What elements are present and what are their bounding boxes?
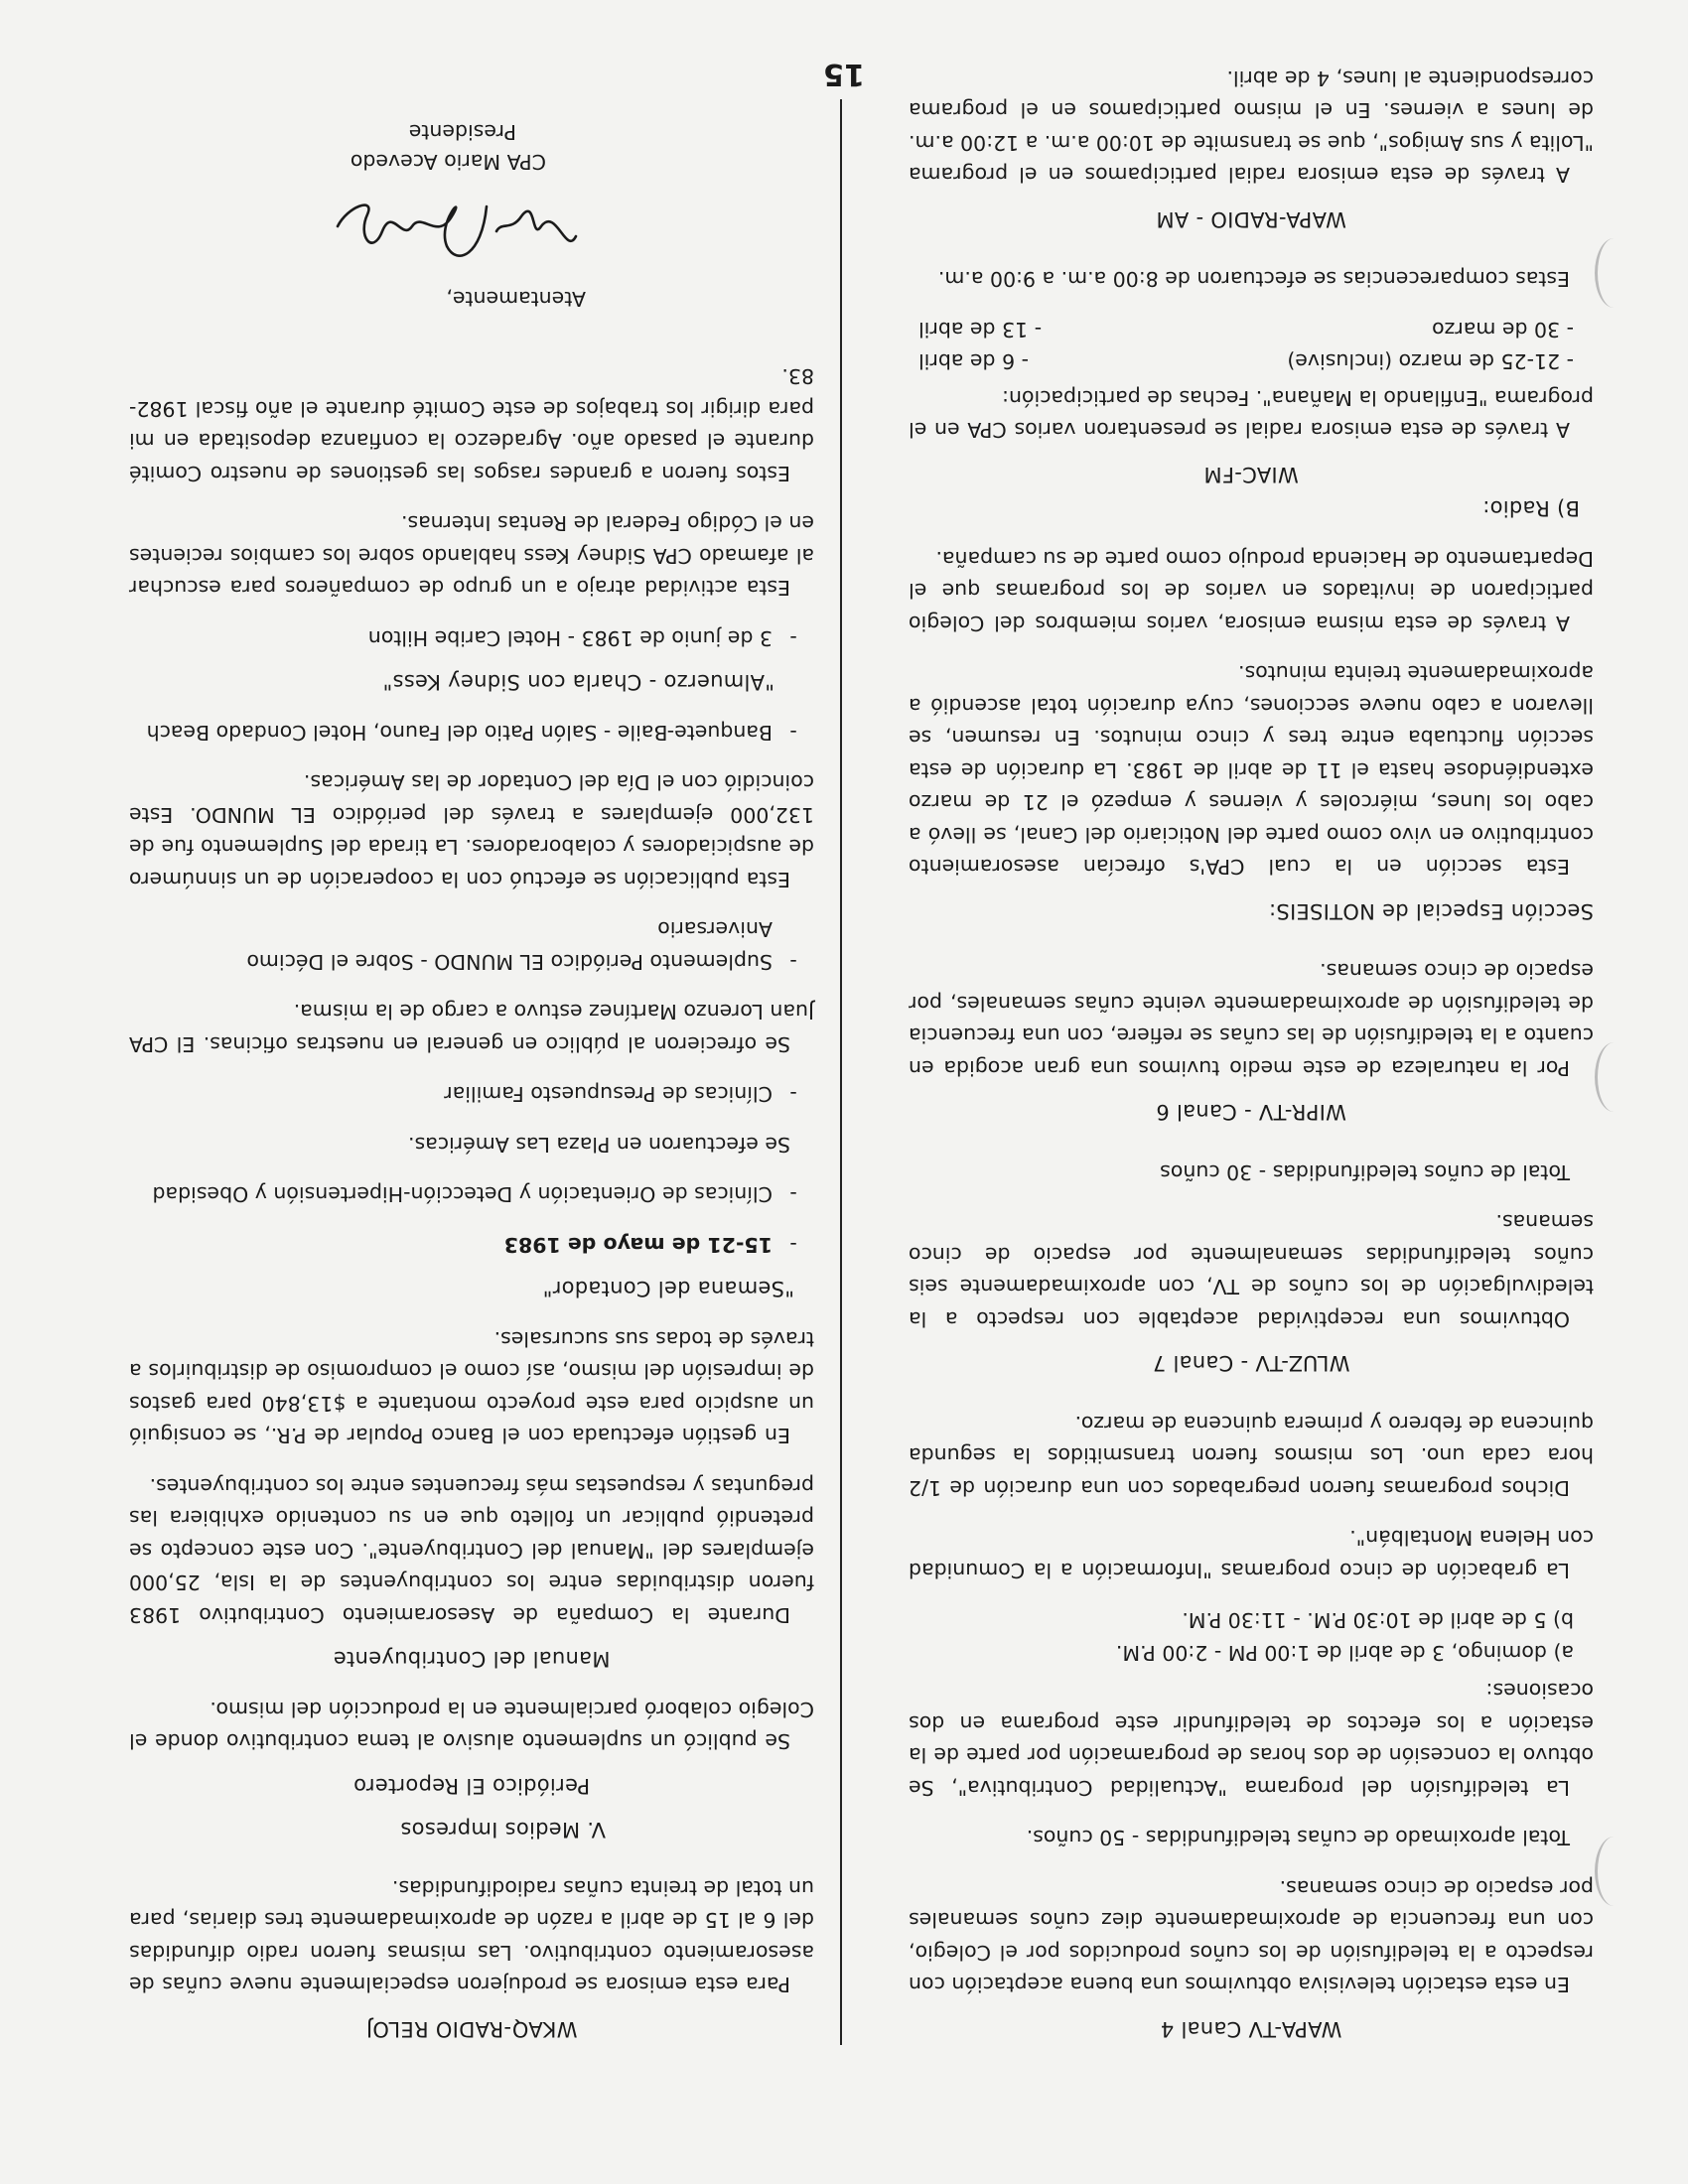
list-item: - Clínicas de Presupuesto Familiar [129, 1078, 814, 1111]
subheading-manual: Manual del Contribuyente [333, 1647, 611, 1672]
paragraph: A través de esta misma emisora, varios miembros del Colegio participaron de invitados en varios de los programas que el Departamento de Hacienda produjo como parte de su campaña. [909, 547, 1594, 635]
event-date: 3 de junio de 1983 - Hotel Caribe Hilton [367, 626, 773, 650]
section-heading-wapa-radio: WAPA-RADIO - AM [1156, 207, 1346, 231]
paragraph: Para esta emisora se produjeron especialmente nueve cuñas de asesoramiento contributivo. Las mismas fueron radio difundidas del 6 al 15 de abril a razón de aproximadamente tres diarias, para un total de treinta cuñas radiodifundidas. [129, 1876, 814, 1997]
date-item: - 30 de marzo [1432, 318, 1574, 341]
paragraph: La grabación de cinco programas "Información a la Comunidad con Helena Montalbán". [909, 1526, 1594, 1582]
list-item: - 3 de junio de 1983 - Hotel Caribe Hilton [129, 622, 814, 655]
list-item: b) 5 de abril de 10:30 P.M. - 11:30 P.M. [1182, 1608, 1574, 1633]
paragraph: Se publicó un suplemento alusivo al tema contributivo donde el Colegio colaboró parcialmente en la producción del mismo. [129, 1698, 814, 1754]
paragraph: Durante la Compaña de Asesoramiento Contributivo 1983 fueron distribuidas entre los contribuyentes de la Isla, 25,000 ejemplares del "Manual del Contribuyente". Con este concepto se pretendió publicar un folleto que en su contenido exhibiera las preguntas y respuestas más frecuentes entre los contribuyentes. [129, 1474, 814, 1627]
dates-row [909, 314, 1594, 346]
section-heading-wapa-tv: WAPA-TV Canal 4 [1160, 2017, 1342, 2041]
event-date: 15-21 de mayo de 1983 [503, 1233, 773, 1257]
section-heading-notiseis: Sección Especial de NOTISEIS: [1268, 899, 1594, 923]
list-item: - 15-21 de mayo de 1983 [129, 1229, 814, 1262]
paragraph: Esta sección en la cual CPA's ofrecían asesoramiento contributivo en vivo como parte del Noticiario del Canal, se llevó a cabo los lunes, miércoles y viernes y empezó el 21 de marzo extendiéndose hasta el 11 de abril de 1983. La duración de esta sección fluctuaba entre tres y cinco minutos. En resumen, se llevaron a cabo nueve secciones, cuya duración total ascendió a aproximadamente treinta minutos. [909, 661, 1594, 880]
subheading-reportero: Periódico El Reportero [352, 1774, 591, 1798]
event-name: Suplemento Periódico EL MUNDO - Sobre el Décimo Aniversario [246, 917, 773, 974]
section-heading-wkaq: WKAQ-RADIO RELOJ [365, 2017, 578, 2041]
list-item: - Banquete-Baile - Salón Patio del Fauno, Hotel Condado Beach [129, 717, 814, 750]
paragraph: La teledifusión del programa "Actualidad Contributiva", Se obtuvo la concesión de dos horas de programación por parte de la estación a los efectos de teledifundir este programa en dos ocasiones: [909, 1679, 1594, 1800]
list-item: - Clínicas de Orientación y Detección-Hipertensión y Obesidad [129, 1178, 814, 1211]
signature-block [129, 118, 814, 316]
section-heading-wluz-tv: WLUZ-TV - Canal 7 [1152, 1351, 1350, 1376]
paragraph: En gestión efectuada con el Banco Popular de P.R., se consiguió un auspicio para este proyecto montante a $13,840 para gastos de impresión del mismo, así como el compromiso de distribuirlos a través de todas sus sucursales. [129, 1327, 814, 1448]
right-column [129, 118, 814, 2046]
event-name: Clínicas de Orientación y Detección-Hipertensión y Obesidad [152, 1182, 773, 1207]
paragraph: Por la naturaleza de este medio tuvimos una gran acogida en cuanto a la teledifusión de las cuñas se refiere, con una frecuencia de teledifusión de aproximadamente veinte cuñas semanales, por espacio de cinco semanas. [909, 959, 1594, 1080]
section-heading-wipr-tv: WIPR-TV - Canal 6 [1156, 1100, 1346, 1125]
list-item: - Suplemento Periódico EL MUNDO - Sobre el Décimo Aniversario [129, 913, 814, 978]
left-column [909, 45, 1594, 2046]
paragraph: Total de cuños teledifundidas - 30 cuños [1160, 1160, 1570, 1184]
section-heading-wiac-fm: WIAC-FM [1203, 463, 1299, 486]
paragraph: Se ofrecieron al público en general en nuestras oficinas. El CPA Juan Lorenzo Martínez estuvo a cargo de la misma. [129, 1000, 814, 1056]
handwritten-signature [328, 178, 596, 277]
paragraph: Se efectuaron en Plaza Las Américas. [408, 1133, 790, 1157]
paragraph: A través de esta emisora radial participamos en el programa "Lolita y sus Amigos", que se transmite de 10:00 a.m. a 12:00 a.m. de lunes a viernes. En el mismo participamos en el programa correspondiente al lunes, 4 de abril. [909, 67, 1594, 188]
page-number: 15 [823, 57, 865, 91]
event-name: Clínicas de Presupuesto Familiar [444, 1082, 773, 1107]
scan-artifact [1595, 1837, 1633, 1906]
paragraph: Estos fueron a grandes rasgos las gestiones de nuestro Comité durante el pasado año. Agradezco la confianza depositada en mi para dirigir los trabajos de este Comité durante el año fiscal 1982-83. [129, 364, 814, 485]
signer-title: Presidente [408, 120, 516, 145]
scan-artifact [1595, 1042, 1633, 1112]
paragraph: En esta estación televisiva obtuvimos una buena aceptación con respecto a la teledifusión de los cuños producidos por el Colegio, con una frecuencia de aproximadamente diez cuños semanales por espacio de cinco semanas. [909, 1876, 1594, 1997]
paragraph: Esta publicación se efectuó con la cooperación de un sinnúmero de auspiciadores y colaboradores. La tirada del Suplemento fue de 132,000 ejemplares a través del periódico EL MUNDO. Este coincidió con el Día del Contador de las Américas. [129, 770, 814, 891]
date-item: - 6 de abril [918, 349, 1030, 374]
column-divider [840, 99, 842, 2045]
paragraph: Obtuvimos una receptividad aceptable con respecto a la teledivulgación de los cuños de TV, con aproximadamente seis cuños teledifundidas semanalmente por espacio de cinco semanas. [909, 1210, 1594, 1331]
paragraph: Dichos programas fueron pregrabados con una duración de 1/2 hora cada uno. Los mismos fueron transmitidos la segunda quincena de febrero y primera quincena de marzo. [909, 1412, 1594, 1500]
subheading-almuerzo: "Almuerzo - Charla con Sidney Kess" [382, 670, 774, 695]
closing: Atentamente, [446, 287, 586, 311]
date-item: - 13 de abril [918, 318, 1043, 341]
paragraph: A través de esta emisora radial se presentaron varios CPA en el programa "Enfilando la Mañana". Fechas de participación: [909, 386, 1594, 443]
subheading-semana: "Semana del Contador" [542, 1277, 794, 1301]
section-heading-medios: V. Medios Impresos [400, 1818, 606, 1843]
list-item: a) domingo, 3 de abril de 1:00 PM - 2:00 P.M. [1115, 1641, 1574, 1665]
section-heading-radio: B) Radio: [1481, 496, 1580, 521]
signer-name: CPA Mario Acevedo [350, 150, 546, 175]
paragraph: Esta actividad atrajo a un grupo de compañeros para escuchar al afamado CPA Sidney Kess hablando sobre los cambios recientes en el Código Federal de Rentas Internas. [129, 511, 814, 601]
scan-artifact [1595, 238, 1633, 308]
paragraph: Estas comparecencias se efectuaron de 8:00 a.m. a 9:00 a.m. [937, 267, 1570, 292]
date-item: - 21-25 de marzo (inclusive) [1287, 349, 1574, 374]
event-name: Banquete-Baile - Salón Patio del Fauno, Hotel Condado Beach [146, 721, 773, 745]
dates-row [909, 345, 1594, 378]
paragraph: Total aproximado de cuñas teledifundidas - 50 cuños. [1026, 1826, 1570, 1850]
